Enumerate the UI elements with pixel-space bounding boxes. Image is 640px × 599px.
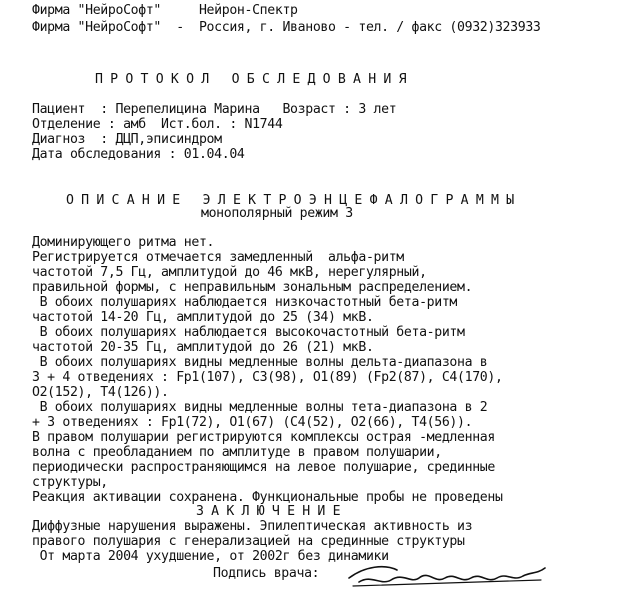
doctor-signature [345,560,550,592]
header-company-line: Фирма "НейроСофт" Нейрон-Спектр [32,3,298,18]
description-line: 3 + 4 отведениях : Fp1(107), C3(98), O1(89) (Fp2(87), C4(170), [32,370,503,385]
description-line: частотой 20-35 Гц, амплитудой до 26 (21) мкВ. [32,340,374,355]
description-line: волна с преобладанием по амплитуде в правом полушарии, [32,445,442,460]
description-line: В обоих полушариях видны медленные волны дельта-диапазона в [32,355,488,370]
patient-department: Отделение : амб Ист.бол. : N1744 [32,117,283,132]
eeg-description-title: О П И С А Н И Е Э Л Е К Т Р О Э Н Ц Е Ф А Л О Г Р А М М Ы [66,193,514,208]
examination-date: Дата обследования : 01.04.04 [32,147,245,162]
description-line: В обоих полушариях наблюдается низкочастотный бета-ритм [32,295,458,310]
description-line: В обоих полушариях видны медленные волны тета-диапазона в 2 [32,400,488,415]
description-line: правильной формы, с неправильным зональным распределением. [32,280,473,295]
description-line: Реакция активации сохранена. Функциональные пробы не проведены [32,490,503,505]
description-line: периодически распространяющимся на левое полушарие, срединные [32,460,495,475]
conclusion-line: Диффузные нарушения выражены. Эпилептическая активность из [32,519,473,534]
conclusion-line: От марта 2004 ухудшение, от 2002г без динамики [32,549,389,564]
description-line: Доминирующего ритма нет. [32,235,215,250]
signature-label: Подпись врача: [213,566,320,581]
description-line: В обоих полушариях наблюдается высокочастотный бета-ритм [32,325,465,340]
protocol-title: П Р О Т О К О Л О Б С Л Е Д О В А Н И Я [95,72,407,87]
conclusion-title: З А К Л Ю Ч Е Н И Е [196,504,341,519]
description-line: + 3 отведениях : Fp1(72), O1(67) (C4(52), O2(66), T4(56)). [32,415,473,430]
conclusion-line: правого полушария с генерализацией на срединные структуры [32,534,465,549]
patient-diagnosis: Диагноз : ДЦП,эписиндром [32,132,222,147]
description-line: O2(152), T4(126)). [32,385,169,400]
header-contact-line: Фирма "НейроСофт" - Россия, г. Иваново - тел. / факс (0932)323933 [32,20,541,35]
description-line: частотой 7,5 Гц, амплитудой до 46 мкВ, нерегулярный, [32,265,427,280]
eeg-mode-subtitle: монополярный режим 3 [201,206,353,221]
description-line: Регистрируется отмечается замедленный альфа-ритм [32,250,404,265]
description-line: В правом полушарии регистрируются комплексы острая -медленная [32,430,495,445]
patient-name-age: Пациент : Перепелицина Марина Возраст : 3 лет [32,102,397,117]
description-line: частотой 14-20 Гц, амплитудой до 25 (34) мкВ. [32,310,374,325]
description-line: структуры, [32,475,108,490]
